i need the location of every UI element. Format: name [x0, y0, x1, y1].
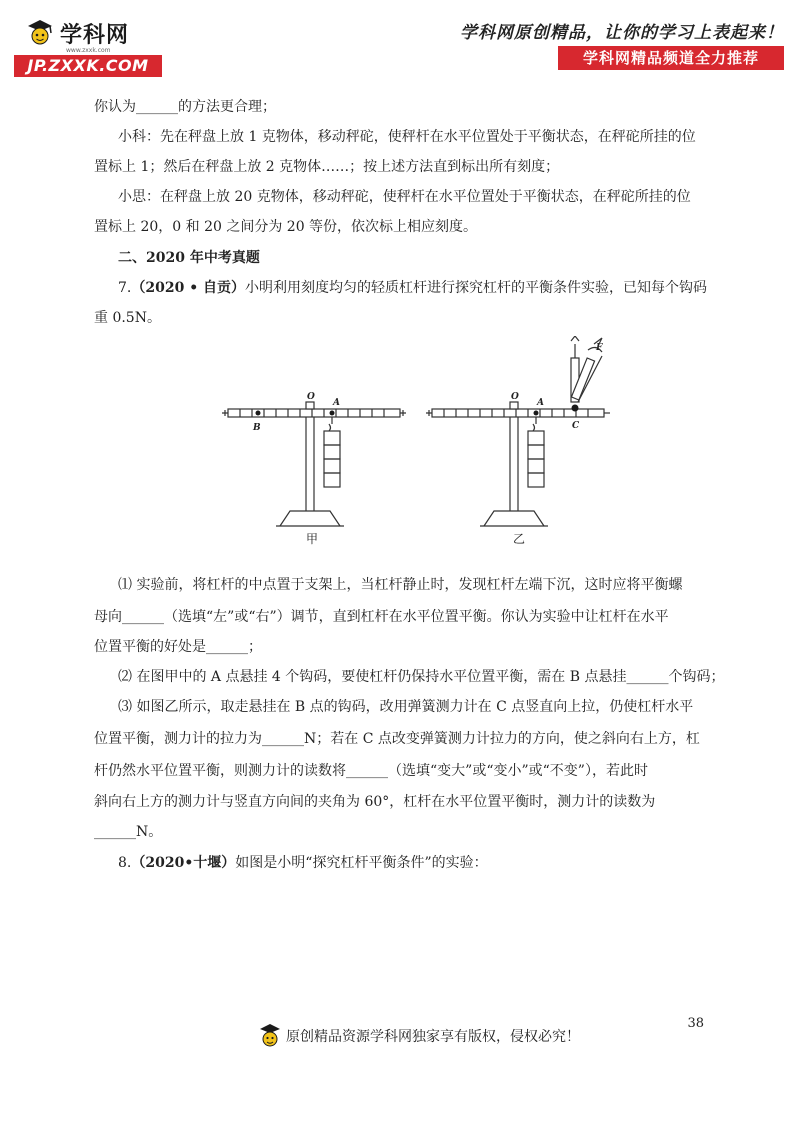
page-number: 38 [687, 1016, 704, 1031]
text-line: 你认为______的方法更合理； [94, 99, 276, 115]
figure-caption-1: 甲 [306, 532, 319, 546]
text-line: 置标上 20，0 和 20 之间分为 20 等份，依次标上相应刻度。 [94, 219, 478, 235]
label-f: F [596, 343, 603, 353]
label-c: C [572, 421, 580, 431]
footer-text: 原创精品资源学科网独家享有版权，侵权必究！ [286, 1029, 580, 1045]
sub-question-3-cont: ______N。 [94, 824, 163, 840]
logo-url[interactable]: JP.ZXXK.COM [14, 55, 162, 77]
text-line: 小科：先在秤盘上放 1 克物体，移动秤砣，使秤杆在水平位置处于平衡状态，在秤砣所挂的位 [118, 129, 696, 145]
question-7-stem [118, 278, 707, 298]
question-number: 8. [118, 855, 132, 871]
question-7-stem-cont: 重 0.5N。 [94, 310, 161, 326]
section-title: 二、2020 年中考真题 [118, 250, 260, 266]
mascot-icon [24, 17, 56, 49]
sub-question-1-cont: 位置平衡的好处是______； [94, 639, 262, 655]
question-8-stem [118, 853, 488, 873]
lever-figure [210, 336, 610, 554]
site-logo [14, 14, 164, 74]
sub-question-3-cont: 杆仍然水平位置平衡，则测力计的读数将______（选填“变大”或“变小”或“不变”），若此时 [94, 763, 648, 779]
text-line: 小思：在秤盘上放 20 克物体，移动秤砣，使秤杆在水平位置处于平衡状态，在秤砣所挂的位 [118, 189, 691, 205]
header-slogan: 学科网原创精品，让你的学习上表起来！ [460, 23, 784, 43]
question-source: （2020•十堰） [131, 855, 236, 871]
logo-url-small: www.zxxk.com [66, 47, 111, 54]
label-a: A [537, 398, 544, 408]
mascot-icon [258, 1022, 282, 1050]
header-channel-banner: 学科网精品频道全力推荐 [558, 46, 784, 70]
sub-question-1-cont: 母向______（选填“左”或“右”）调节，直到杠杆在水平位置平衡。你认为实验中让杠杆在水平 [94, 609, 669, 625]
label-a: A [333, 398, 340, 408]
sub-question-3-cont: 位置平衡，测力计的拉力为______N；若在 C 点改变弹簧测力计拉力的方向，使之斜向右上方，杠 [94, 731, 700, 747]
sub-question-3-cont: 斜向右上方的测力计与竖直方向间的夹角为 60°，杠杆在水平位置平衡时，测力计的读数为 [94, 794, 656, 810]
footer [258, 1022, 580, 1050]
label-b: B [253, 423, 261, 433]
logo-name: 学科网 [60, 22, 130, 48]
sub-question-2: ⑵ 在图甲中的 A 点悬挂 4 个钩码，要使杠杆仍保持水平位置平衡，需在 B 点悬挂______个钩码； [118, 669, 725, 685]
text-line: 置标上 1；然后在秤盘上放 2 克物体……；按上述方法直到标出所有刻度； [94, 159, 560, 175]
question-text: 小明利用刻度均匀的轻质杠杆进行探究杠杆的平衡条件实验，已知每个钩码 [245, 280, 708, 296]
sub-question-1: ⑴ 实验前，将杠杆的中点置于支架上，当杠杆静止时，发现杠杆左端下沉，这时应将平衡螺 [118, 577, 683, 593]
label-o: O [307, 392, 315, 402]
question-source: （2020 • 自贡） [131, 280, 246, 296]
sub-question-3: ⑶ 如图乙所示，取走悬挂在 B 点的钩码，改用弹簧测力计在 C 点竖直向上拉，仍使杠杆水平 [118, 699, 694, 715]
logo-top [24, 18, 129, 48]
figure-caption-2: 乙 [513, 532, 526, 546]
question-number: 7. [118, 280, 132, 296]
label-o: O [511, 392, 519, 402]
question-text: 如图是小明“探究杠杆平衡条件”的实验： [235, 855, 488, 871]
